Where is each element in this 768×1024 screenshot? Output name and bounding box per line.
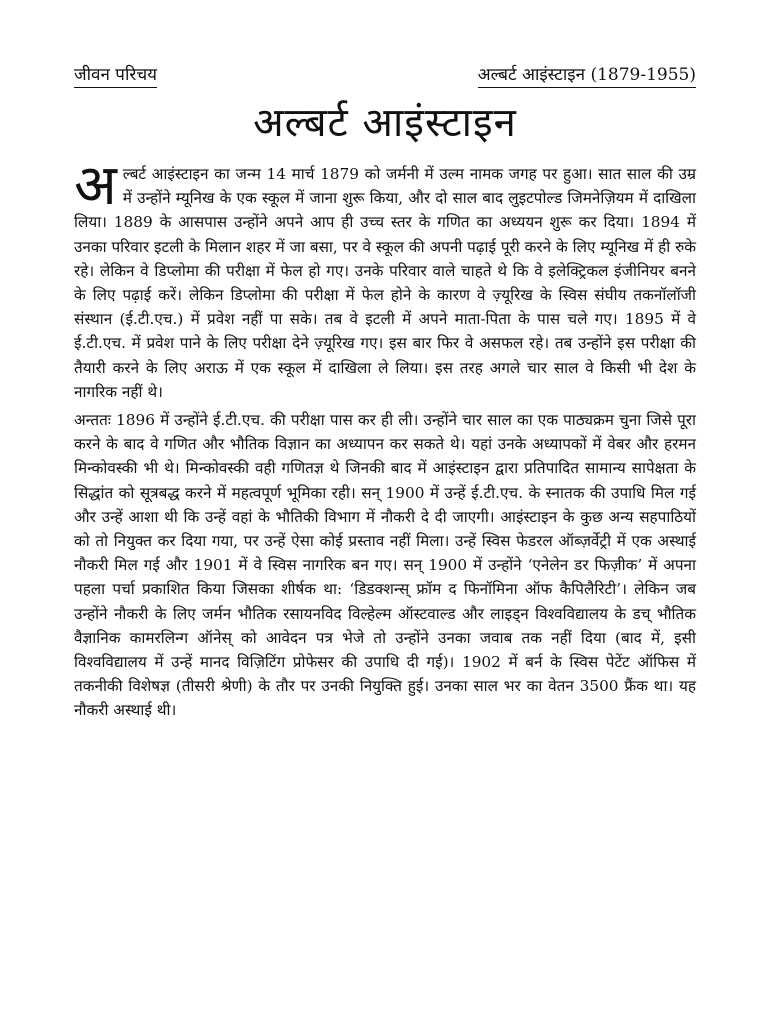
page-title: अल्बर्ट आइंस्टाइन: [253, 100, 517, 146]
paragraph-1: [74, 153, 696, 404]
running-header: [74, 62, 696, 88]
document-page: [74, 62, 696, 723]
paragraph-1-text: ल्बर्ट आइंस्टाइन का जन्म 14 मार्च 1879 को जर्मनी में उल्म नामक जगह पर हुआ। सात साल की उम्र में उन्होंने म्यूनिख के एक स्कूल में जाना शुरू किया, और दो साल बाद लुइटपोल्ड जिमनेज़ियम में दाखिला लिया। 1889 के आसपास उन्होंने अपने आप ही उच्च स्तर के गणित का अध्ययन शुरू कर दिया। 1894 में उनका परिवार इटली के मिलान शहर में जा बसा, पर वे स्कूल की अपनी पढ़ाई पूरी करने के लिए म्यूनिख में ही रुके रहे। लेकिन वे डिप्लोमा की परीक्षा में फेल हो गए। उनके परिवार वाले चाहते थे कि वे इलेक्ट्रिकल इंजीनियर बनने के लिए पढ़ाई करें। लेकिन डिप्लोमा की परीक्षा में फेल होने के कारण वे ज़्यूरिख के स्विस संघीय तकनॉलॉजी संस्थान (ई.टी.एच.) में प्रवेश नहीं पा सके। तब वे इटली में अपने माता-पिता के पास चले गए। 1895 में वे ई.टी.एच. में प्रवेश पाने के लिए परीक्षा देने ज़्यूरिख गए। इस बार फिर वे असफल रहे। तब उन्होंने इस परीक्षा की तैयारी करने के लिए अराऊ में एक स्कूल में दाखिला ले लिया। इस तरह अगले चार साल वे किसी भी देश के नागरिक नहीं थे।: [74, 165, 696, 401]
drop-cap: अ: [74, 153, 117, 218]
header-subject-label: अल्बर्ट आइंस्टाइन (1879-1955): [478, 64, 696, 88]
header-section-label: जीवन परिचय: [74, 64, 157, 88]
paragraph-2: अन्ततः 1896 में उन्होंने ई.टी.एच. की परीक्षा पास कर ही ली। उन्होंने चार साल का एक पाठ्यक्रम चुना जिसे पूरा करने के बाद वे गणित और भौतिक विज्ञान का अध्यापन कर सकते थे। यहां उनके अध्यापकों में वेबर और हरमन मिन्कोवस्की भी थे। मिन्कोवस्की वही गणितज्ञ थे जिनकी बाद में आइंस्टाइन द्वारा प्रतिपादित सामान्य सापेक्षता के सिद्धांत को सूत्रबद्ध करने में महत्वपूर्ण भूमिका रही। सन् 1900 में उन्हें ई.टी.एच. के स्नातक की उपाधि मिल गई और उन्हें आशा थी कि उन्हें वहां के भौतिकी विभाग में नौकरी दे दी जाएगी। आइंस्टाइन के कुछ अन्य सहपाठियों को तो नियुक्त कर दिया गया, पर उन्हें ऐसा कोई प्रस्ताव नहीं मिला। उन्हें स्विस फेडरल ऑब्ज़र्वेट्री में एक अस्थाई नौकरी मिल गई और 1901 में वे स्विस नागरिक बन गए। सन् 1900 में उन्होंने ‘एनेलेन डर फिज़ीक’ में अपना पहला पर्चा प्रकाशित किया जिसका शीर्षक था: ‘डिडक्शन्स् फ्रॉम द फिनॉमिना ऑफ कैपिलैरिटी’। लेकिन जब उन्होंने नौकरी के लिए जर्मन भौतिक रसायनविद विल्हेल्म ऑस्टवाल्ड और लाइड्न विश्वविद्यालय के डच् भौतिक वैज्ञानिक कामरलिन्ग ऑनेस् को आवेदन पत्र भेजे तो उन्होंने उनका जवाब तक नहीं दिया (बाद में, इसी विश्वविद्यालय में उन्हें मानद विज़िटिंग प्रोफेसर की उपाधि दी गई)। 1902 में बर्न के स्विस पेटेंट ऑफिस में तकनीकी विशेषज्ञ (तीसरी श्रेणी) के तौर पर उनकी नियुक्ति हुई। उनका साल भर का वेतन 3500 फ्रैंक था। यह नौकरी अस्थाई थी।: [74, 411, 696, 720]
